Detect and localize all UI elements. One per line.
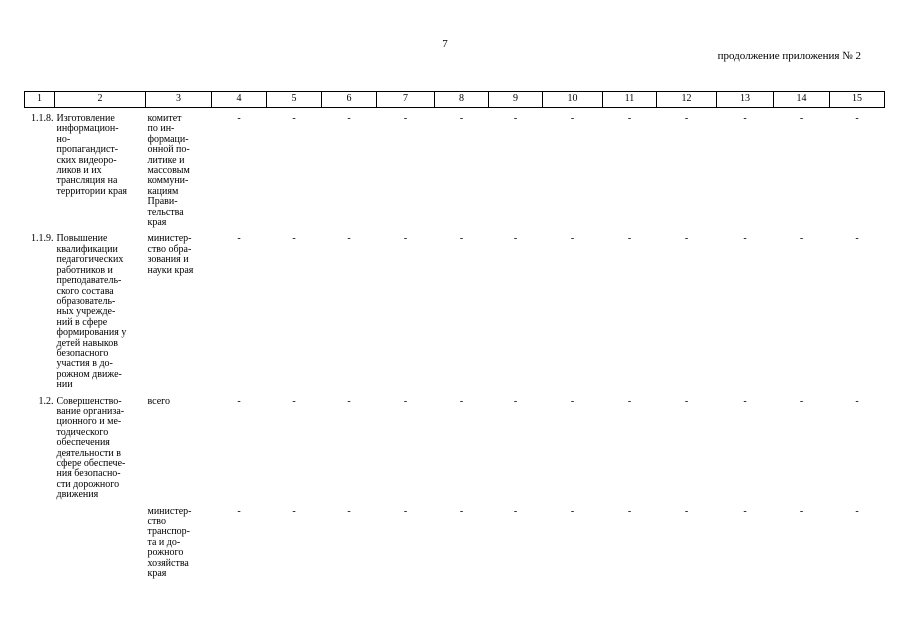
item-name-line: ционного и ме- (56, 416, 122, 428)
header-cell: 15 (830, 92, 885, 108)
table-row (25, 114, 885, 228)
item-name-line: образователь- (56, 295, 116, 307)
item-name-line: Совершенство- (56, 395, 122, 407)
value-cell: - (799, 113, 804, 124)
page-number: 7 (442, 38, 448, 50)
item-name-line: движения (56, 489, 99, 501)
value-cell: - (237, 113, 241, 124)
value-cell: - (743, 395, 747, 407)
table-row (25, 507, 885, 580)
item-name (55, 397, 146, 501)
value-cell: - (403, 395, 408, 407)
value-cell: - (627, 505, 632, 517)
header-cell: 7 (377, 92, 435, 108)
header-cell: 11 (603, 92, 657, 108)
table-row (25, 397, 885, 501)
item-name-line: пропагандист- (56, 144, 119, 156)
value-cell: - (347, 113, 351, 124)
header-cell: 9 (489, 92, 543, 108)
item-name-line: рожном движе- (56, 368, 122, 380)
table-body (25, 108, 885, 586)
item-name-line: формирования у (56, 327, 127, 339)
item-executor-line: ство обра- (147, 243, 192, 255)
item-executor-line: всего (147, 395, 171, 407)
value-cell: - (237, 505, 241, 517)
value-cell: - (799, 233, 804, 245)
item-name-line: территории края (56, 185, 127, 197)
item-name-line: ния безопасно- (56, 468, 121, 480)
item-name-line: участия в до- (56, 358, 113, 370)
item-name-line: ского состава (56, 285, 114, 297)
item-executor-line: та и до- (147, 536, 181, 548)
item-name-line: сти дорожного (56, 478, 120, 490)
item-name-line: квалификации (56, 243, 118, 255)
value-cell: - (855, 505, 859, 517)
value-cell: - (570, 233, 575, 245)
table-header (25, 92, 885, 108)
value-cell: - (459, 395, 464, 407)
item-executor-line: министер- (147, 505, 192, 517)
item-executor (146, 234, 212, 390)
item-executor-line: формаци- (147, 133, 189, 145)
item-name (55, 114, 146, 228)
item-executor-line: министер- (147, 233, 192, 245)
value-cell: - (570, 505, 575, 517)
item-number: 1.1.8. (31, 113, 54, 124)
value-cell: - (684, 395, 689, 407)
value-cell: - (513, 395, 518, 407)
item-name-line: тодического (56, 426, 109, 438)
header-cell: 13 (717, 92, 774, 108)
item-name (55, 507, 146, 580)
value-cell: - (403, 233, 408, 245)
value-cell: - (855, 233, 859, 245)
item-executor-line: ство (147, 516, 166, 528)
value-cell: - (347, 395, 351, 407)
item-name-line: нии (56, 379, 73, 391)
header-cell: 3 (146, 92, 212, 108)
value-cell: - (799, 395, 804, 407)
value-cell: - (292, 505, 296, 517)
program-table (24, 91, 885, 585)
item-executor-line: массовым (147, 165, 190, 177)
header-cell: 14 (774, 92, 830, 108)
item-name-line: Повышение (56, 233, 108, 245)
value-cell: - (292, 395, 296, 407)
value-cell: - (855, 113, 859, 124)
value-cell: - (237, 395, 241, 407)
item-executor-line: края (147, 568, 167, 580)
value-cell: - (513, 233, 518, 245)
item-name-line: сфере обеспече- (56, 458, 126, 469)
item-number: 1.1.9. (31, 233, 54, 245)
item-name-line: безопасного (56, 347, 109, 359)
item-executor-line: хозяйства (147, 557, 189, 569)
value-cell: - (513, 505, 518, 517)
value-cell: - (459, 113, 464, 124)
value-cell: - (403, 505, 408, 517)
value-cell: - (684, 505, 689, 517)
value-cell: - (347, 505, 351, 517)
item-name-line: информацион- (56, 123, 119, 135)
value-cell: - (627, 395, 632, 407)
item-name-line: вание организа- (56, 405, 125, 417)
value-cell: - (743, 505, 747, 517)
value-cell: - (237, 233, 241, 245)
item-name-line: детей навыков (56, 337, 118, 349)
value-cell: - (459, 233, 464, 245)
item-executor (146, 114, 212, 228)
appendix-note: продолжение приложения № 2 (717, 50, 861, 62)
value-cell: - (684, 233, 689, 245)
value-cell: - (743, 113, 747, 124)
value-cell: - (799, 505, 804, 517)
item-name (55, 234, 146, 390)
item-executor-line: литике и (147, 154, 185, 166)
item-executor-line: Прави- (147, 196, 178, 208)
header-row (25, 92, 885, 108)
value-cell: - (684, 113, 689, 124)
value-cell: - (743, 233, 747, 245)
item-name-line: деятельности в (56, 447, 121, 459)
item-name-line: трансляция на (56, 175, 118, 187)
item-executor-line: комитет (147, 113, 182, 124)
header-cell: 8 (435, 92, 489, 108)
item-executor-line: рожного (147, 547, 184, 559)
item-executor (146, 507, 212, 580)
item-executor-line: кациям (147, 185, 179, 197)
item-name-line: ных учрежде- (56, 306, 116, 318)
header-cell: 10 (543, 92, 603, 108)
header-cell: 1 (25, 92, 55, 108)
item-executor-line: по ин- (147, 123, 175, 135)
item-executor-line: онной по- (147, 144, 190, 156)
item-executor-line: транспор- (147, 526, 190, 538)
value-cell: - (627, 233, 632, 245)
item-name-line: но- (56, 133, 71, 145)
value-cell: - (570, 113, 575, 124)
item-number: 1.2. (38, 395, 54, 407)
header-cell: 4 (212, 92, 267, 108)
item-name-line: работников и (56, 264, 113, 276)
value-cell: - (292, 113, 296, 124)
item-executor-line: края (147, 217, 167, 229)
item-number (25, 507, 55, 580)
table-row (25, 234, 885, 390)
value-cell: - (403, 113, 408, 124)
item-name-line: преподаватель- (56, 275, 122, 287)
item-executor-line: науки края (147, 264, 194, 276)
item-executor-line: тельства (147, 206, 184, 218)
item-name-line: Изготовление (56, 113, 115, 124)
value-cell: - (292, 233, 296, 245)
value-cell: - (627, 113, 632, 124)
item-name-line: ских видеоро- (56, 154, 117, 166)
value-cell: - (513, 113, 518, 124)
value-cell: - (855, 395, 859, 407)
header-cell: 12 (657, 92, 717, 108)
header-cell: 2 (55, 92, 146, 108)
value-cell: - (459, 505, 464, 517)
item-name-line: обеспечения (56, 437, 110, 449)
item-name-line: ликов и их (56, 165, 102, 177)
item-name-line: ний в сфере (56, 316, 108, 328)
item-executor (146, 397, 212, 501)
item-name-line: педагогических (56, 254, 124, 266)
item-executor-line: коммуни- (147, 175, 189, 187)
header-cell: 6 (322, 92, 377, 108)
value-cell: - (347, 233, 351, 245)
item-executor-line: зования и (147, 254, 189, 266)
header-cell: 5 (267, 92, 322, 108)
value-cell: - (570, 395, 575, 407)
